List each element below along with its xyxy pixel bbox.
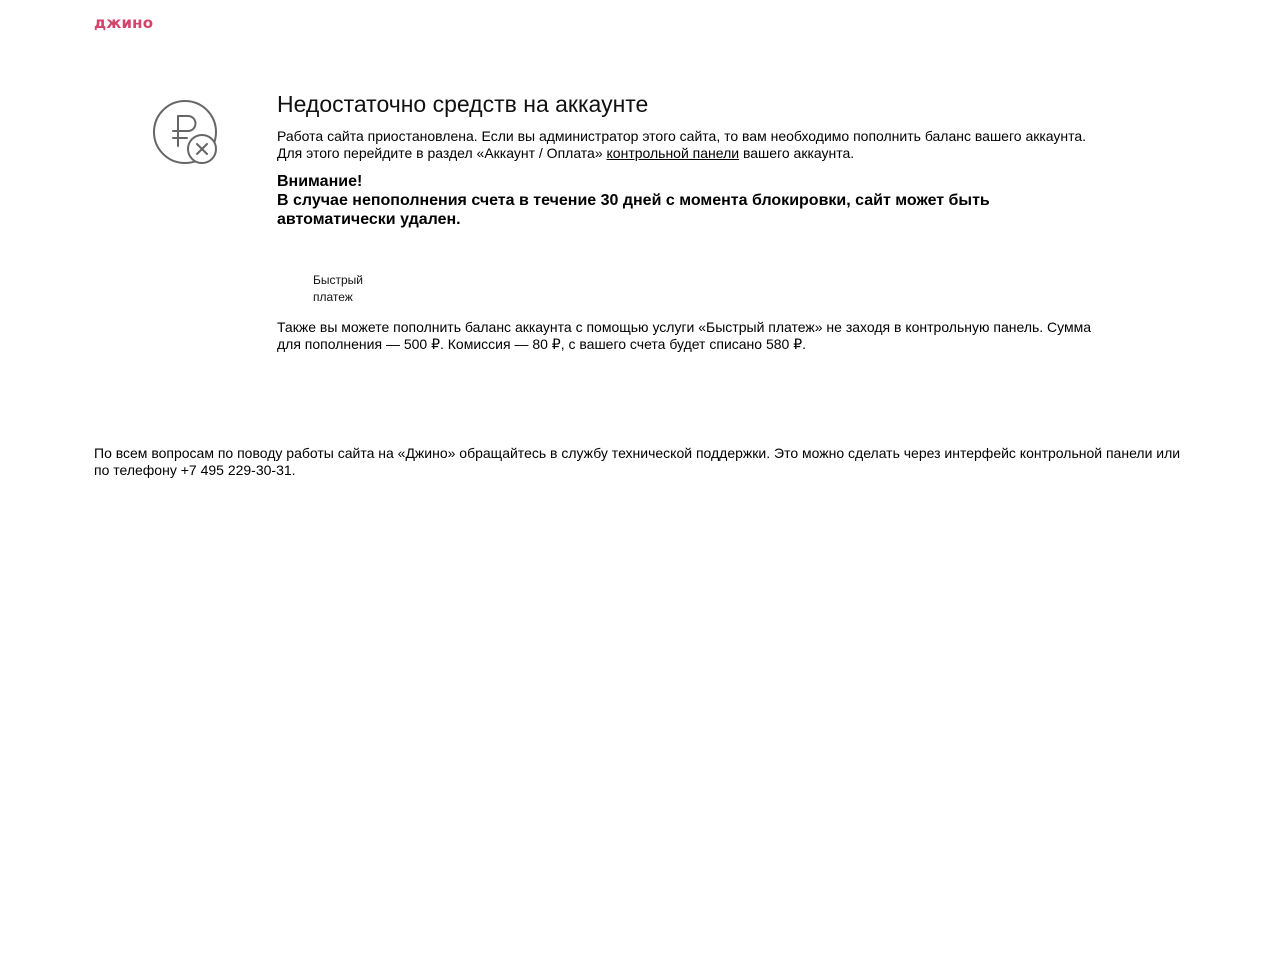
notice-description-tail: вашего аккаунта. bbox=[739, 145, 855, 161]
brand-logo[interactable]: джино bbox=[94, 14, 154, 32]
quick-payment-button[interactable]: Быстрый платеж bbox=[313, 273, 363, 304]
quick-payment-description: Также вы можете пополнить баланс аккаунта с помощью услуги «Быстрый платеж» не заходя в контрольную панель. Сумма для пополнения — 500 ₽. Комиссия — 80 ₽, с вашего счета будет списано 580 ₽. bbox=[277, 319, 1092, 352]
notice-description-text: Работа сайта приостановлена. Если вы администратор этого сайта, то вам необходимо пополнить баланс вашего аккаунта. Для этого перейдите в раздел «Аккаунт / Оплата» bbox=[277, 128, 1087, 161]
ruble-cross-icon bbox=[152, 99, 220, 167]
deletion-warning bbox=[277, 172, 1107, 229]
warning-title: Внимание! bbox=[277, 173, 363, 190]
control-panel-link[interactable]: контрольной панели bbox=[606, 145, 740, 161]
page-title: Недостаточно средств на аккаунте bbox=[277, 91, 649, 117]
support-info: По всем вопросам по поводу работы сайта на «Джино» обращайтесь в службу технической поддержки. Это можно сделать через интерфейс контрольной панели или по телефону +7 495 229-30-31. bbox=[94, 445, 1181, 478]
warning-text: В случае непополнения счета в течение 30 дней с момента блокировки, сайт может быть автоматически удален. bbox=[277, 192, 990, 228]
notice-description bbox=[277, 128, 1107, 162]
notice-content bbox=[277, 88, 1107, 353]
